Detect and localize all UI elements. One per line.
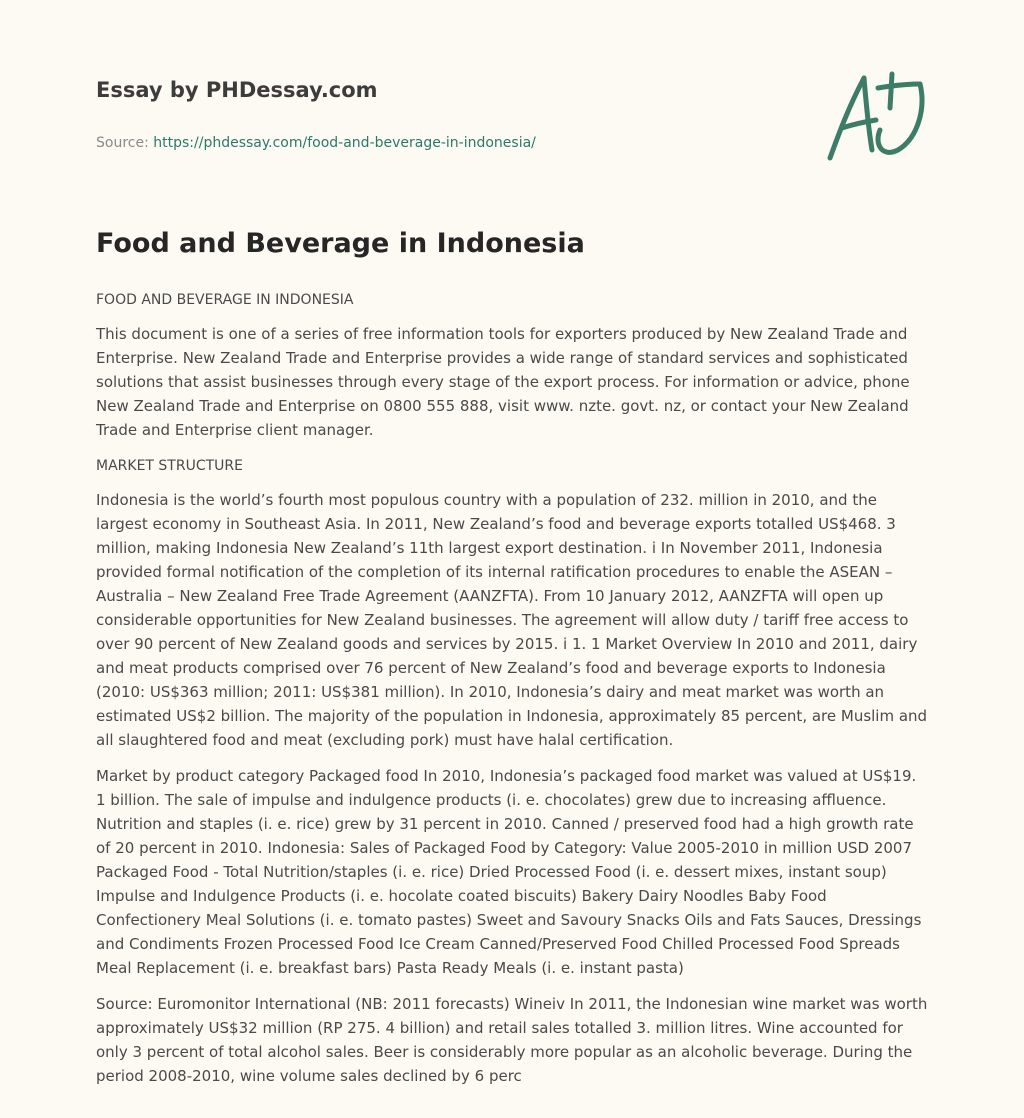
- section-heading-intro: FOOD AND BEVERAGE IN INDONESIA: [96, 292, 354, 308]
- essay-header: [96, 76, 796, 152]
- paragraph-intro: This document is one of a series of free information tools for exporters produced by New Zealand Trade and Enterprise. New Zealand Trade and Enterprise provides a wide range of standard services and sophisticated solutions that assist businesses through every stage of the export process. For information or advice, phone New Zealand Trade and Enterprise on 0800 555 888, visit www. nzte. govt. nz, or contact your New Zealand Trade and Enterprise client manager.: [96, 325, 910, 439]
- source-line: [96, 134, 796, 152]
- source-label: Source:: [96, 135, 149, 151]
- document-title: Food and Beverage in Indonesia: [96, 228, 585, 259]
- essay-content: [96, 226, 928, 1100]
- section-heading-market-structure: MARKET STRUCTURE: [96, 458, 243, 474]
- brand-title: Essay by PHDessay.com: [96, 78, 378, 102]
- paragraph-packaged-food: Market by product category Packaged food In 2010, Indonesia’s packaged food market was valued at US$19. 1 billion. The sale of impulse and indulgence products (i. e. chocolates) grew due to increasing affluence. Nutrition and staples (i. e. rice) grew by 31 percent in 2010. Canned / preserved food had a high growth rate of 20 percent in 2010. Indonesia: Sales of Packaged Food by Category: Value 2005-2010 in million USD 2007 Packaged Food - Total Nutrition/staples (i. e. rice) Dried Processed Food (i. e. dessert mixes, instant soup) Impulse and Indulgence Products (i. e. hocolate coated biscuits) Bakery Dairy Noodles Baby Food Confectionery Meal Solutions (i. e. tomato pastes) Sweet and Savoury Snacks Oils and Fats Sauces, Dressings and Condiments Frozen Processed Food Ice Cream Canned/Preserved Food Chilled Processed Food Spreads Meal Replacement (i. e. breakfast bars) Pasta Ready Meals (i. e. instant pasta): [96, 767, 922, 977]
- paragraph-market-overview: Indonesia is the world’s fourth most populous country with a population of 232. million in 2010, and the largest economy in Southeast Asia. In 2011, New Zealand’s food and beverage exports totalled US$468. 3 million, making Indonesia New Zealand’s 11th largest export destination. i In November 2011, Indonesia provided formal notification of the completion of its internal ratification procedures to enable the ASEAN – Australia – New Zealand Free Trade Agreement (AANZFTA). From 10 January 2012, AANZFTA will open up considerable opportunities for New Zealand businesses. The agreement will allow duty / tariff free access to over 90 percent of New Zealand goods and services by 2015. i 1. 1 Market Overview In 2010 and 2011, dairy and meat products comprised over 76 percent of New Zealand’s food and beverage exports to Indonesia (2010: US$363 million; 2011: US$381 million). In 2010, Indonesia’s dairy and meat market was worth an estimated US$2 billion. The majority of the population in Indonesia, approximately 85 percent, are Muslim and all slaughtered food and meat (excluding pork) must have halal certification.: [96, 491, 928, 749]
- source-link[interactable]: https://phdessay.com/food-and-beverage-in-indonesia/: [153, 135, 536, 151]
- a-plus-grade-icon: [820, 66, 930, 166]
- paragraph-wine: Source: Euromonitor International (NB: 2011 forecasts) Wineiv In 2011, the Indonesian wine market was worth approximately US$32 million (RP 275. 4 billion) and retail sales totalled 3. million litres. Wine accounted for only 3 percent of total alcohol sales. Beer is considerably more popular as an alcoholic beverage. During the period 2008-2010, wine volume sales declined by 6 perc: [96, 995, 928, 1085]
